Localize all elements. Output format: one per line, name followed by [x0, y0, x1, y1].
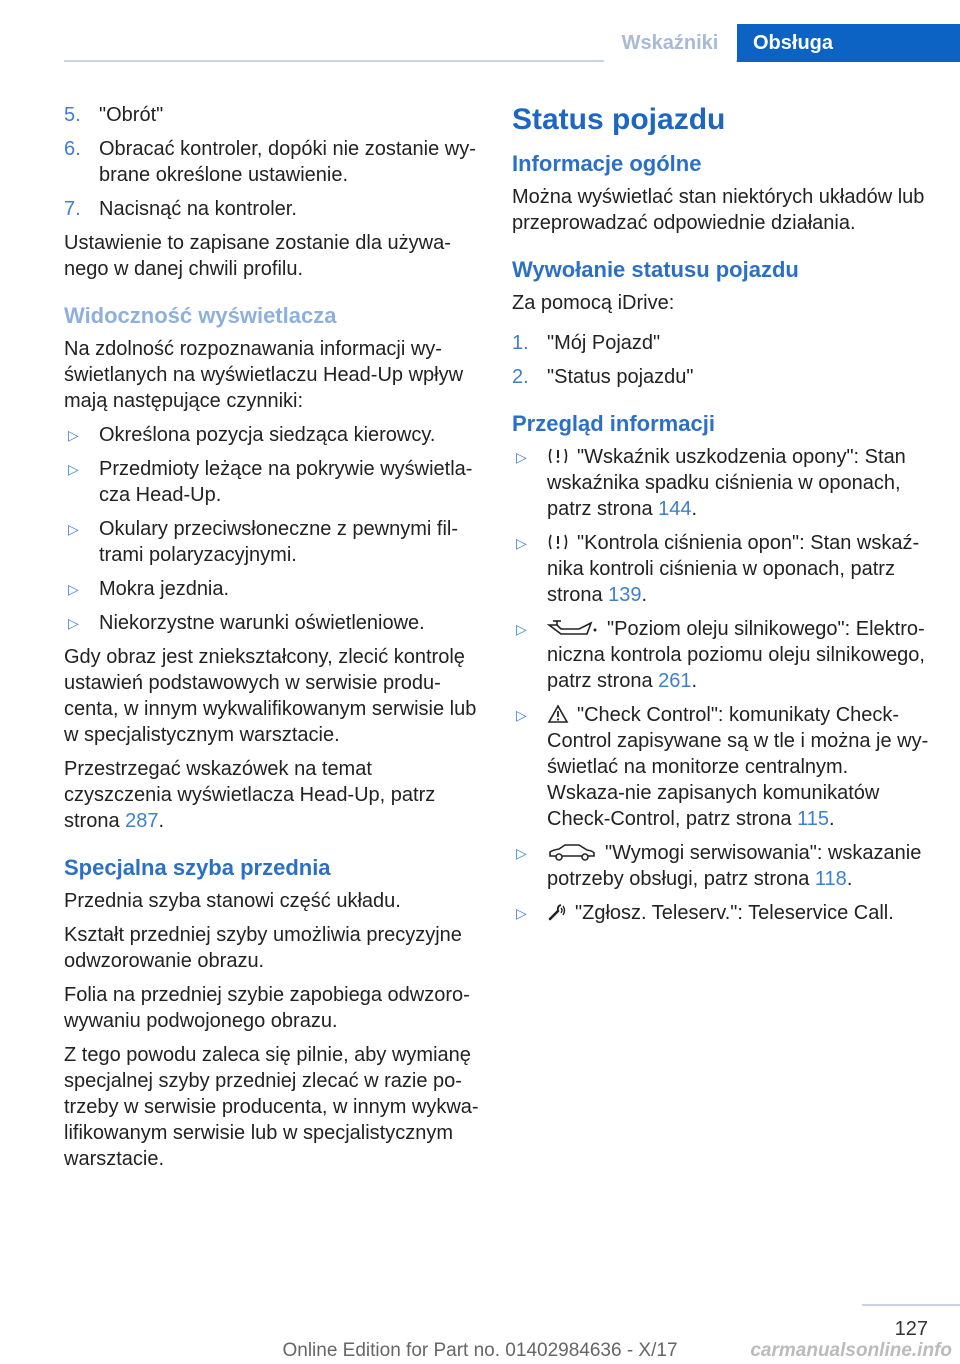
page-link[interactable]: 139: [608, 584, 642, 606]
general-paragraph: Można wyświetlać stan niektórych układów lub przeprowadzać odpowiednie działania.: [512, 186, 925, 234]
list-item: [64, 516, 482, 568]
list-item-text: Okulary przeciwsłoneczne z pewnymi fil-trami polaryzacyjnymi.: [99, 518, 459, 566]
section-title: Status pojazdu: [512, 103, 726, 136]
cleaning-paragraph: Przestrzegać wskazówek na temat czyszczenia wyświetlacza Head-Up, patrz strona 287.: [64, 758, 436, 832]
list-item-text: "Poziom oleju silnikowego": Elektro-niczna kontrola poziomu oleju silnikowego, patrz strona: [547, 618, 925, 692]
list-item: ▷ "Wymogi serwisowania": wskazanie potrzeby obsługi, patrz strona 118.: [516, 842, 922, 890]
left-column: [64, 102, 482, 1180]
step-item: [64, 102, 482, 128]
list-item: [64, 576, 482, 602]
windshield-paragraph: Kształt przedniej szyby umożliwia precyzyjne odwzorowanie obrazu.: [64, 924, 462, 972]
warning-triangle-icon: [547, 704, 569, 724]
list-item-text: "Kontrola ciśnienia opon": Stan wskaź-nika kontroli ciśnienia w oponach, patrz strona: [547, 532, 920, 606]
distortion-paragraph: Gdy obraz jest zniekształcony, zlecić kontrolę ustawień podstawowych w serwisie produ-centa, w innym wykwalifikowanym serwisie lub w specjalistycznym warsztacie.: [64, 646, 477, 746]
list-item-text: Przedmioty leżące na pokrywie wyświetla-cza Head-Up.: [99, 458, 473, 506]
list-item: [512, 900, 930, 926]
step-text: "Obrót": [99, 104, 164, 126]
step-number: 7.: [64, 198, 81, 220]
triangle-bullet-icon: ▷: [516, 845, 527, 861]
tab-wskazniki[interactable]: Wskaźniki: [604, 24, 736, 62]
step-number: 5.: [64, 104, 81, 126]
step-text: Nacisnąć na kontroler.: [99, 198, 297, 220]
heading-visibility: Widoczność wyświetlacza: [64, 303, 337, 328]
page-number-rule: [862, 1304, 960, 1306]
profile-paragraph: Ustawienie to zapisane zostanie dla używa-nego w danej chwili profilu.: [64, 232, 451, 280]
wrench-call-icon: [547, 902, 567, 922]
page-link-287[interactable]: 287: [125, 810, 159, 832]
page-number: 127: [894, 1318, 928, 1340]
windshield-paragraph: Z tego powodu zaleca się pilnie, aby wymianę specjalnej szyby przedniej zlecać w razie po-trzeby w serwisie producenta, w innym wykwa-lifikowanym serwisie lub w specjalistycznym warsztacie.: [64, 1044, 479, 1170]
service-car-icon: [547, 842, 597, 862]
list-item-text: "Zgłosz. Teleserv.": Teleservice Call.: [575, 902, 894, 924]
triangle-bullet-icon: ▷: [516, 905, 527, 921]
watermark: carmanualsonline.info: [750, 1340, 952, 1361]
visibility-paragraph: Na zdolność rozpoznawania informacji wy-świetlanych na wyświetlaczu Head-Up wpływ mają następujące czynniki:: [64, 338, 464, 412]
heading-call-status: Wywołanie statusu pojazdu: [512, 257, 799, 282]
list-item: ▷ "Check Control": komunikaty Check-Control zapisywane są w tle i można je wy-świetlać na monitorze centralnym. Wskaza-nie zapisanych komunikatów Check-Control, patrz strona 115.: [516, 704, 929, 830]
list-item-text: Mokra jezdnia.: [99, 578, 230, 600]
list-item-text: Niekorzystne warunki oświetleniowe.: [99, 612, 425, 634]
windshield-paragraph: Przednia szyba stanowi część układu.: [64, 890, 401, 912]
heading-windshield: Specjalna szyba przednia: [64, 855, 331, 880]
call-paragraph: Za pomocą iDrive:: [512, 292, 675, 314]
triangle-bullet-icon: ▷: [516, 621, 527, 637]
page-link[interactable]: 261: [658, 670, 692, 692]
step-item: [64, 196, 482, 222]
page-link[interactable]: 118: [814, 868, 847, 890]
heading-overview: Przegląd informacji: [512, 411, 715, 436]
cleaning-text: Przestrzegać wskazówek na temat czyszczenia wyświetlacza Head-Up, patrz strona: [64, 758, 436, 832]
step-text: "Status pojazdu": [547, 366, 694, 388]
step-item: [512, 330, 930, 356]
triangle-bullet-icon: ▷: [68, 615, 79, 631]
edition-footer: Online Edition for Part no. 01402984636 - X/17: [282, 1340, 678, 1361]
right-column: [512, 102, 930, 934]
step-number: 2.: [512, 366, 529, 388]
triangle-bullet-icon: ▷: [68, 581, 79, 597]
triangle-bullet-icon: ▷: [516, 535, 527, 551]
page-link[interactable]: 144: [658, 498, 692, 520]
windshield-paragraph: Folia na przedniej szybie zapobiega odwzoro-wywaniu podwojonego obrazu.: [64, 984, 470, 1032]
triangle-bullet-icon: ▷: [68, 521, 79, 537]
list-item: [64, 422, 482, 448]
triangle-bullet-icon: ▷: [68, 427, 79, 443]
heading-general: Informacje ogólne: [512, 151, 702, 176]
list-item: ▷ "Poziom oleju silnikowego": Elektro-niczna kontrola poziomu oleju silnikowego, patrz strona 261.: [516, 618, 925, 692]
page-link[interactable]: 115: [797, 808, 829, 830]
list-item-text: "Check Control": komunikaty Check-Control zapisywane są w tle i można je wy-świetlać na monitorze centralnym. Wskaza-nie zapisanych komunikatów Check-Control, patrz strona: [547, 704, 929, 830]
step-number: 6.: [64, 138, 81, 160]
step-text: Obracać kontroler, dopóki nie zostanie wy-brane określone ustawienie.: [99, 138, 476, 186]
triangle-bullet-icon: ▷: [516, 449, 527, 465]
list-item-text: "Wymogi serwisowania": wskazanie potrzeby obsługi, patrz strona: [547, 842, 922, 890]
tab-obsluga[interactable]: Obsługa: [737, 24, 960, 62]
step-text: "Mój Pojazd": [547, 332, 661, 354]
step-item: [512, 364, 930, 390]
tire-pressure-monitor-icon: [547, 532, 569, 552]
list-item-text: Określona pozycja siedząca kierowcy.: [99, 424, 436, 446]
list-item: [64, 456, 482, 508]
oil-can-icon: [547, 618, 599, 638]
list-item: ▷ "Wskaźnik uszkodzenia opony": Stan wskaźnika spadku ciśnienia w oponach, patrz strona 144.: [516, 446, 906, 520]
list-item: [64, 610, 482, 636]
list-item-text: "Wskaźnik uszkodzenia opony": Stan wskaźnika spadku ciśnienia w oponach, patrz strona: [547, 446, 906, 520]
tire-pressure-warning-icon: [547, 446, 569, 466]
triangle-bullet-icon: ▷: [68, 461, 79, 477]
step-item: [64, 136, 482, 188]
list-item: ▷ "Kontrola ciśnienia opon": Stan wskaź-nika kontroli ciśnienia w oponach, patrz strona 139.: [516, 532, 920, 606]
triangle-bullet-icon: ▷: [516, 707, 527, 723]
step-number: 1.: [512, 332, 529, 354]
